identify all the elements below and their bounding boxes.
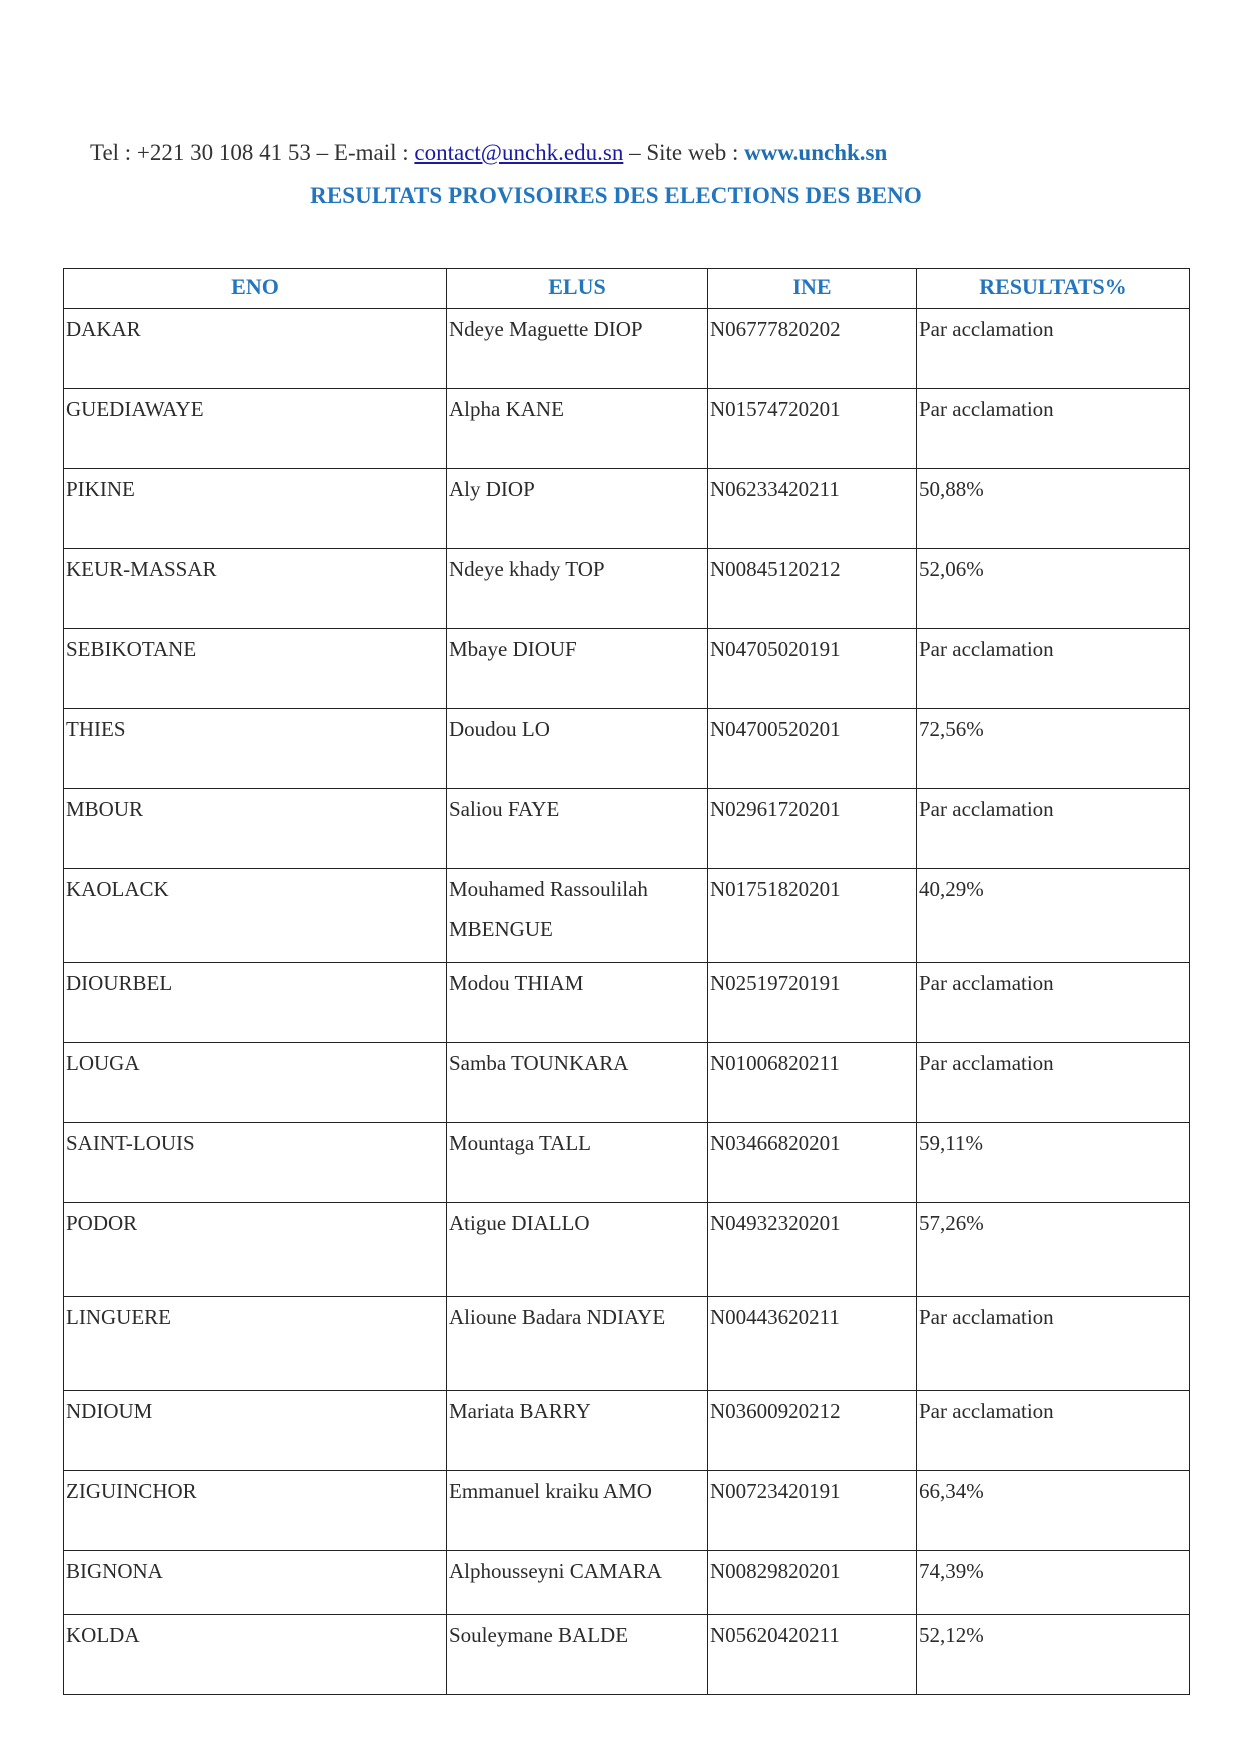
cell-resultat: Par acclamation (917, 1391, 1190, 1471)
results-table (63, 268, 1190, 1695)
table-row (64, 1123, 1190, 1203)
contact-text: Tel : +221 30 108 41 53 – E-mail : (90, 140, 415, 165)
cell-ine: N04700520201 (708, 709, 917, 789)
cell-ine: N00723420191 (708, 1471, 917, 1551)
table-row (64, 789, 1190, 869)
cell-eno: KOLDA (64, 1615, 447, 1695)
cell-resultat: 74,39% (917, 1551, 1190, 1615)
cell-eno: DAKAR (64, 309, 447, 389)
cell-resultat: Par acclamation (917, 309, 1190, 389)
cell-elu: Atigue DIALLO (447, 1203, 708, 1297)
cell-elu: Ndeye Maguette DIOP (447, 309, 708, 389)
cell-ine: N05620420211 (708, 1615, 917, 1695)
cell-resultat: 52,12% (917, 1615, 1190, 1695)
table-row (64, 309, 1190, 389)
cell-ine: N06233420211 (708, 469, 917, 549)
table-row (64, 1391, 1190, 1471)
cell-elu: Ndeye khady TOP (447, 549, 708, 629)
cell-resultat: Par acclamation (917, 629, 1190, 709)
cell-eno: GUEDIAWAYE (64, 389, 447, 469)
cell-resultat: 40,29% (917, 869, 1190, 963)
cell-resultat: Par acclamation (917, 1297, 1190, 1391)
cell-eno: MBOUR (64, 789, 447, 869)
cell-elu: Samba TOUNKARA (447, 1043, 708, 1123)
cell-eno: SEBIKOTANE (64, 629, 447, 709)
table-row (64, 869, 1190, 963)
table-row (64, 629, 1190, 709)
cell-elu: Souleymane BALDE (447, 1615, 708, 1695)
email-link[interactable]: contact@unchk.edu.sn (414, 140, 624, 165)
table-row (64, 1297, 1190, 1391)
cell-resultat: Par acclamation (917, 1043, 1190, 1123)
table-row (64, 1471, 1190, 1551)
cell-ine: N01006820211 (708, 1043, 917, 1123)
page-title: RESULTATS PROVISOIRES DES ELECTIONS DES BENO (310, 183, 922, 208)
site-label: – Site web : (623, 140, 745, 165)
column-header-ine: INE (708, 269, 917, 309)
cell-ine: N03600920212 (708, 1391, 917, 1471)
cell-elu: Mbaye DIOUF (447, 629, 708, 709)
cell-ine: N02961720201 (708, 789, 917, 869)
cell-eno: KEUR-MASSAR (64, 549, 447, 629)
column-header-elus: ELUS (447, 269, 708, 309)
cell-eno: KAOLACK (64, 869, 447, 963)
cell-eno: LOUGA (64, 1043, 447, 1123)
column-header-eno: ENO (64, 269, 447, 309)
cell-elu: Modou THIAM (447, 963, 708, 1043)
cell-resultat: Par acclamation (917, 963, 1190, 1043)
cell-resultat: 66,34% (917, 1471, 1190, 1551)
table-row (64, 1203, 1190, 1297)
cell-elu: Doudou LO (447, 709, 708, 789)
table-row (64, 389, 1190, 469)
cell-ine: N03466820201 (708, 1123, 917, 1203)
cell-ine: N01574720201 (708, 389, 917, 469)
cell-ine: N04705020191 (708, 629, 917, 709)
cell-eno: NDIOUM (64, 1391, 447, 1471)
cell-eno: LINGUERE (64, 1297, 447, 1391)
cell-eno: ZIGUINCHOR (64, 1471, 447, 1551)
cell-elu: Aly DIOP (447, 469, 708, 549)
table-row (64, 709, 1190, 789)
cell-ine: N06777820202 (708, 309, 917, 389)
cell-eno: SAINT-LOUIS (64, 1123, 447, 1203)
cell-ine: N04932320201 (708, 1203, 917, 1297)
cell-elu: Mountaga TALL (447, 1123, 708, 1203)
contact-line (90, 138, 1150, 168)
table-row (64, 963, 1190, 1043)
table-row (64, 469, 1190, 549)
cell-elu: Alphousseyni CAMARA (447, 1551, 708, 1615)
cell-resultat: 59,11% (917, 1123, 1190, 1203)
cell-elu: Alpha KANE (447, 389, 708, 469)
table-row (64, 1043, 1190, 1123)
cell-eno: THIES (64, 709, 447, 789)
cell-elu: Mariata BARRY (447, 1391, 708, 1471)
cell-ine: N02519720191 (708, 963, 917, 1043)
cell-resultat: Par acclamation (917, 389, 1190, 469)
cell-ine: N00829820201 (708, 1551, 917, 1615)
table-header-row (64, 269, 1190, 309)
table-row (64, 1615, 1190, 1695)
cell-resultat: Par acclamation (917, 789, 1190, 869)
cell-resultat: 57,26% (917, 1203, 1190, 1297)
cell-ine: N01751820201 (708, 869, 917, 963)
cell-resultat: 50,88% (917, 469, 1190, 549)
cell-elu: Saliou FAYE (447, 789, 708, 869)
cell-resultat: 72,56% (917, 709, 1190, 789)
cell-elu: Emmanuel kraiku AMO (447, 1471, 708, 1551)
cell-resultat: 52,06% (917, 549, 1190, 629)
cell-eno: PIKINE (64, 469, 447, 549)
website-link[interactable]: www.unchk.sn (744, 140, 888, 165)
column-header-resultats: RESULTATS% (917, 269, 1190, 309)
cell-elu: Alioune Badara NDIAYE (447, 1297, 708, 1391)
cell-ine: N00443620211 (708, 1297, 917, 1391)
cell-ine: N00845120212 (708, 549, 917, 629)
cell-elu: Mouhamed Rassoulilah MBENGUE (447, 869, 708, 963)
cell-eno: PODOR (64, 1203, 447, 1297)
cell-eno: BIGNONA (64, 1551, 447, 1615)
table-row (64, 1551, 1190, 1615)
table-row (64, 549, 1190, 629)
cell-eno: DIOURBEL (64, 963, 447, 1043)
